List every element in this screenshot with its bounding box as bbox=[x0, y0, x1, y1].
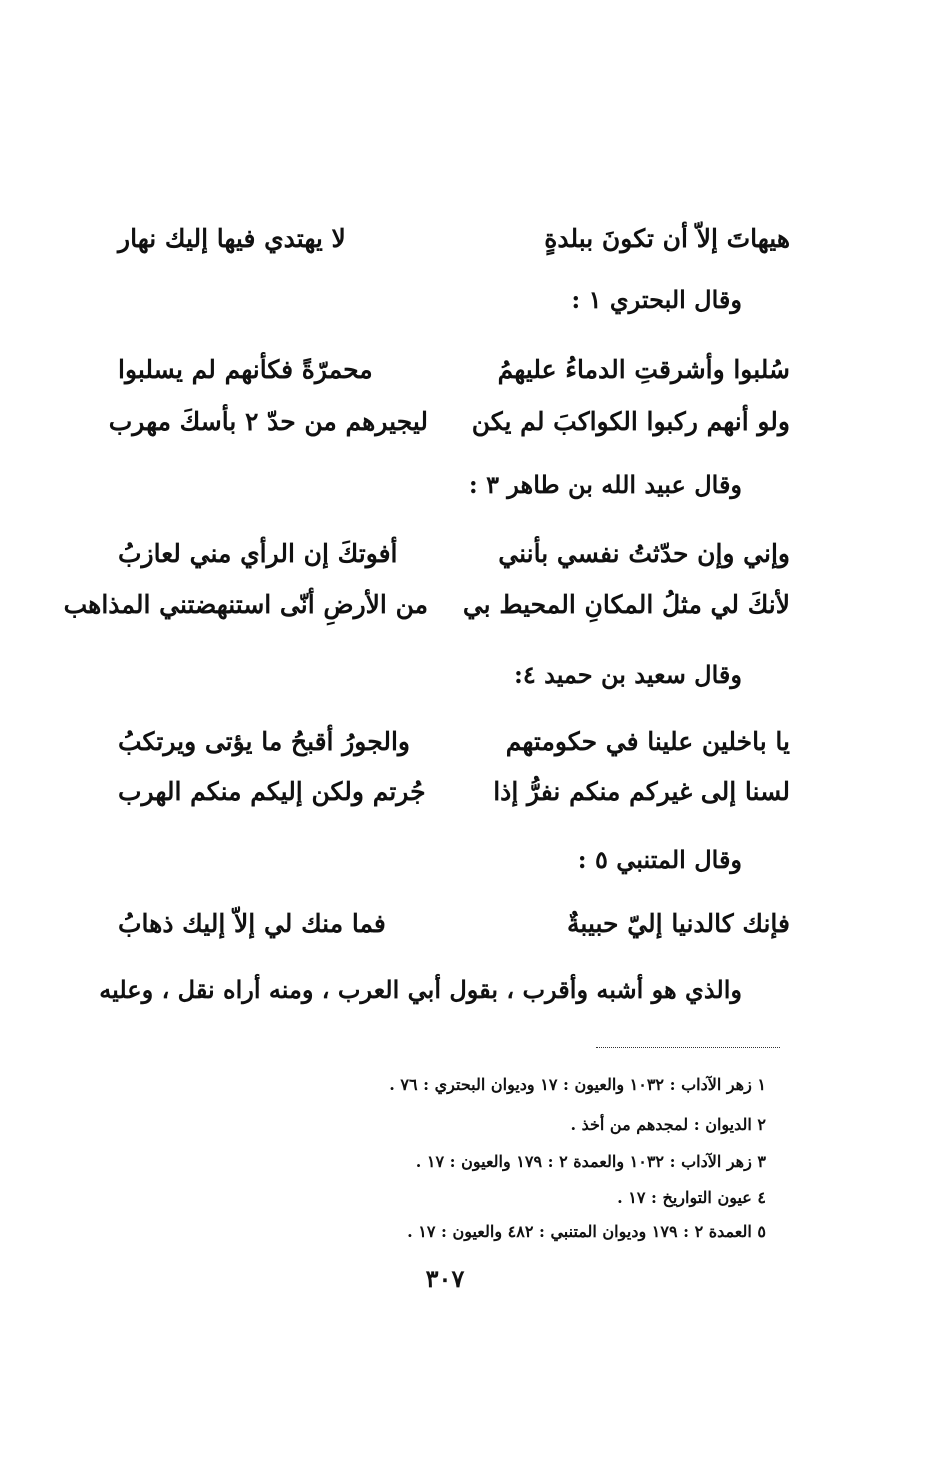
poet-intro: وقال عبيد الله بن طاهر ٣ : bbox=[468, 470, 742, 499]
verse-first-hemistich: فإنك كالدنيا إليّ حبيبةٌ bbox=[567, 908, 790, 938]
verse-line bbox=[118, 768, 790, 814]
footnote: ١ زهر الآداب : ١٠٣٢ والعيون : ١٧ وديوان البحتري : ٧٦ . bbox=[389, 1075, 766, 1094]
poet-intro: وقال سعيد بن حميد ٤: bbox=[513, 660, 742, 689]
verse-line bbox=[108, 398, 790, 444]
verse-second-hemistich: والجورُ أقبحُ ما يؤتى ويرتكبُ bbox=[118, 726, 410, 756]
verse-line bbox=[118, 346, 790, 392]
verse-first-hemistich: ولو أنهم ركبوا الكواكبَ لم يكن bbox=[471, 406, 790, 436]
verse-line bbox=[118, 530, 790, 576]
verse-second-hemistich: أفوتكَ إن الرأي مني لعازبُ bbox=[118, 538, 398, 568]
poet-intro: وقال البحتري ١ : bbox=[571, 285, 742, 314]
footnote: ٥ العمدة ٢ : ١٧٩ وديوان المتنبي : ٤٨٢ والعيون : ١٧ . bbox=[407, 1222, 766, 1241]
verse-first-hemistich: يا باخلين علينا في حكومتهم bbox=[505, 726, 790, 756]
footnote: ٢ الديوان : لمجدهم من أخذ . bbox=[570, 1115, 766, 1134]
verse-first-hemistich: لسنا إلى غيركم منكم نفرُّ إذا bbox=[493, 776, 790, 806]
verse-second-hemistich: لا يهتدي فيها إليك نهار bbox=[118, 223, 346, 253]
verse-second-hemistich: محمرّةً فكأنهم لم يسلبوا bbox=[118, 354, 373, 384]
verse-first-hemistich: لأنكَ لي مثلُ المكانِ المحيط بي bbox=[462, 589, 790, 619]
verse-second-hemistich: من الأرضِ أنّى استنهضتني المذاهب bbox=[63, 589, 428, 619]
verse-second-hemistich: ليجيرهم من حدّ ٢ بأسكَ مهرب bbox=[108, 406, 428, 436]
poet-intro: وقال المتنبي ٥ : bbox=[577, 845, 742, 874]
footnote: ٣ زهر الآداب : ١٠٣٢ والعمدة ٢ : ١٧٩ والعيون : ١٧ . bbox=[415, 1152, 766, 1171]
verse-line bbox=[63, 581, 790, 627]
footnote: ٤ عيون التواريخ : ١٧ . bbox=[617, 1188, 766, 1207]
verse-second-hemistich: فما منك لي إلاّ إليك ذهابُ bbox=[118, 908, 386, 938]
prose-paragraph: والذي هو أشبه وأقرب ، بقول أبي العرب ، ومنه أراه نقل ، وعليه bbox=[99, 975, 742, 1004]
verse-line bbox=[118, 215, 790, 261]
verse-line bbox=[118, 718, 790, 764]
verse-second-hemistich: جُرتم ولكن إليكم منكم الهرب bbox=[118, 776, 426, 806]
verse-first-hemistich: هيهاتَ إلاّ أن تكونَ ببلدةٍ bbox=[544, 223, 790, 253]
verse-first-hemistich: سُلبوا وأشرقتِ الدماءُ عليهمُ bbox=[497, 354, 790, 384]
verse-first-hemistich: وإني وإن حدّثتُ نفسي بأنني bbox=[498, 538, 790, 568]
verse-line bbox=[118, 900, 790, 946]
footnote-separator bbox=[596, 1047, 780, 1048]
page-number: ٣٠٧ bbox=[425, 1264, 465, 1293]
